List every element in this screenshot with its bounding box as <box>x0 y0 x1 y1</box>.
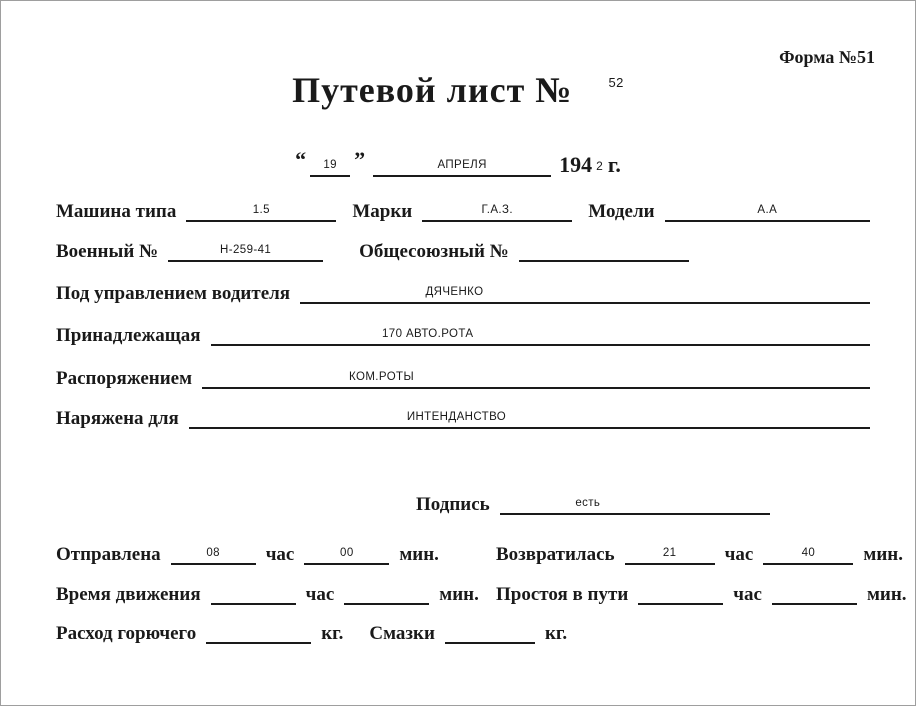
idle-hour-field <box>638 579 723 605</box>
assigned-value: ИНТЕНДАНСТВО <box>406 410 507 423</box>
form-number: Форма №51 <box>779 47 875 67</box>
grease-field <box>445 618 535 644</box>
hour-unit-label: час <box>265 544 295 565</box>
order-label: Распоряжением <box>56 368 193 389</box>
union-number-label: Общесоюзный № <box>359 241 509 262</box>
signature-value: есть <box>575 496 601 509</box>
minute-unit-label: мин. <box>866 584 907 605</box>
hour-unit-label: час <box>305 584 335 605</box>
driving-idle-row <box>56 579 907 605</box>
model-value: А.А <box>757 203 778 216</box>
year-printed: 194 <box>559 152 593 177</box>
driver-label: Под управлением водителя <box>56 283 291 304</box>
year-last-digit: 2 <box>596 159 603 173</box>
driver-value: ДЯЧЕНКО <box>425 285 484 298</box>
departed-minute-value: 00 <box>340 546 354 559</box>
departed-hour-value: 08 <box>206 546 220 559</box>
departed-returned-row <box>56 539 903 565</box>
driving-group <box>56 579 496 605</box>
kg-unit-label: кг. <box>321 623 344 644</box>
fuel-label: Расход горючего <box>56 623 197 644</box>
departed-label: Отправлена <box>56 544 161 565</box>
consumption-row <box>56 618 870 644</box>
idle-label: Простоя в пути <box>496 584 629 605</box>
waybill-number-value: 52 <box>608 75 624 90</box>
order-field <box>202 363 870 389</box>
date-month-value: АПРЕЛЯ <box>437 158 487 171</box>
military-number-field <box>168 236 323 262</box>
belongs-label: Принадлежащая <box>56 325 201 346</box>
hour-unit-label: час <box>724 544 754 565</box>
driver-row <box>56 278 870 304</box>
minute-unit-label: мин. <box>863 544 904 565</box>
union-number-field <box>519 236 689 262</box>
date-day-value: 19 <box>323 158 337 171</box>
returned-hour-value: 21 <box>662 546 677 559</box>
date-line <box>1 143 915 177</box>
machine-type-value: 1.5 <box>252 203 270 216</box>
idle-minute-field <box>772 579 857 605</box>
military-number-value: Н-259-41 <box>220 243 272 256</box>
military-number-label: Военный № <box>56 241 159 262</box>
belongs-row <box>56 320 870 346</box>
close-quote: ” <box>354 147 366 172</box>
grease-label: Смазки <box>369 623 435 644</box>
belongs-value: 170 АВТО.РОТА <box>382 327 474 340</box>
departed-group <box>56 539 496 565</box>
departed-minute-field <box>304 539 389 565</box>
returned-minute-value: 40 <box>801 546 816 559</box>
brand-value: Г.А.З. <box>481 203 513 216</box>
signature-label: Подпись <box>416 494 490 515</box>
order-row <box>56 363 870 389</box>
driver-field <box>300 278 870 304</box>
driving-hour-field <box>211 579 296 605</box>
returned-minute-field <box>763 539 853 565</box>
machine-type-label: Машина типа <box>56 201 177 222</box>
kg-unit-label: кг. <box>544 623 568 644</box>
model-label: Модели <box>588 201 655 222</box>
returned-label: Возвратилась <box>496 544 615 565</box>
order-value: КОМ.РОТЫ <box>349 370 415 383</box>
machine-type-field <box>186 196 336 222</box>
hour-unit-label: час <box>733 584 762 605</box>
assigned-field <box>189 403 870 429</box>
open-quote: “ <box>295 147 307 172</box>
returned-group <box>496 539 903 565</box>
returned-hour-field <box>625 539 715 565</box>
minute-unit-label: мин. <box>399 544 439 565</box>
numbers-row <box>56 236 870 262</box>
signature-field <box>500 489 770 515</box>
belongs-field <box>211 320 870 346</box>
signature-row <box>416 489 770 515</box>
assigned-row <box>56 403 870 429</box>
driving-label: Время движения <box>56 584 201 605</box>
idle-group <box>496 579 907 605</box>
driving-minute-field <box>344 579 429 605</box>
brand-field <box>422 196 572 222</box>
page-title: Путевой лист № <box>292 70 573 110</box>
title-row <box>1 69 915 111</box>
brand-label: Марки <box>352 201 413 222</box>
year-suffix: г. <box>607 152 621 177</box>
machine-row <box>56 196 870 222</box>
date-day-field <box>310 147 350 177</box>
departed-hour-field <box>171 539 256 565</box>
fuel-field <box>206 618 311 644</box>
assigned-label: Наряжена для <box>56 408 179 429</box>
minute-unit-label: мин. <box>439 584 479 605</box>
date-month-field <box>373 147 551 177</box>
model-field <box>665 196 870 222</box>
